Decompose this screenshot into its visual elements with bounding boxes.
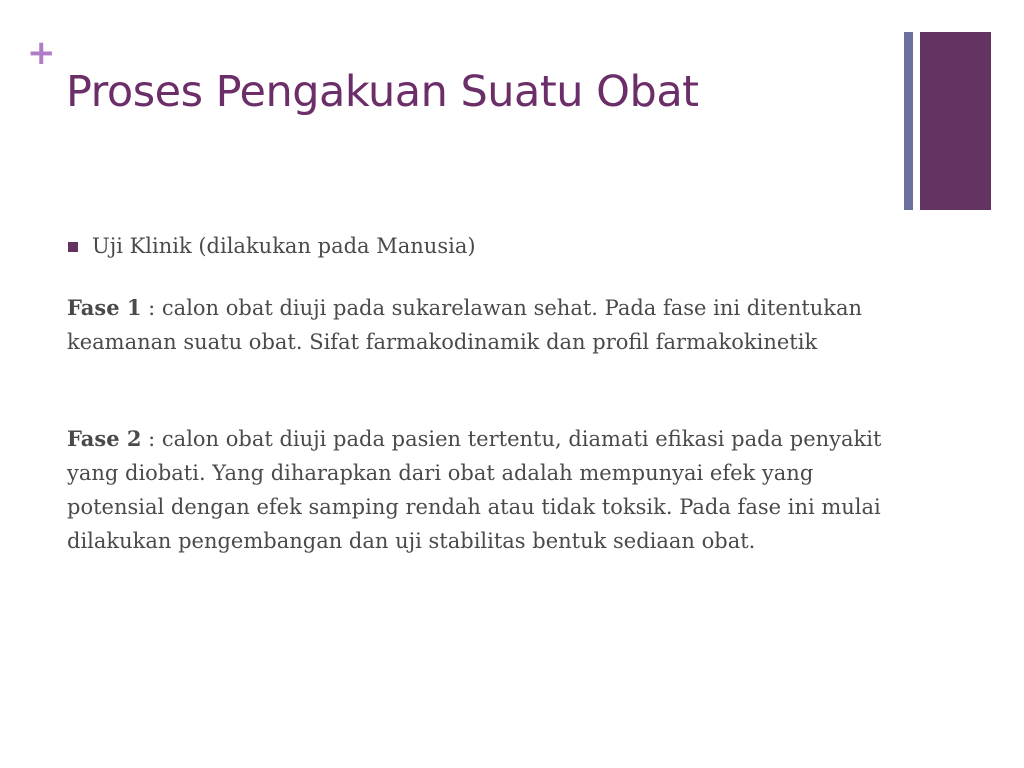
phase-1-text: : calon obat diuji pada sukarelawan sehat. Pada fase ini ditentukan keamanan suatu obat. Sifat farmakodinamik dan profil farmakokinetik [67, 296, 863, 354]
phase-2-text: : calon obat diuji pada pasien tertentu, diamati efikasi pada penyakit yang diobati. Yang diharapkan dari obat adalah mempunyai efek yang potensial dengan efek samping rendah atau tidak toksik. Pada fase ini mulai dilakukan pengembangan dan uji stabilitas bentuk sediaan obat. [67, 427, 882, 553]
decorative-bar-thin [904, 32, 913, 210]
bullet-text: Uji Klinik (dilakukan pada Manusia) [92, 234, 476, 258]
phase-1-label: Fase 1 [67, 295, 142, 320]
plus-mark-icon: + [27, 33, 56, 73]
square-bullet-icon [68, 242, 78, 252]
decorative-bar-wide [920, 32, 991, 210]
phase-2-paragraph [67, 422, 897, 558]
slide-title: Proses Pengakuan Suatu Obat [66, 67, 699, 117]
phase-2-label: Fase 2 [67, 426, 142, 451]
bullet-item [68, 230, 476, 262]
phase-1-paragraph [67, 291, 897, 359]
